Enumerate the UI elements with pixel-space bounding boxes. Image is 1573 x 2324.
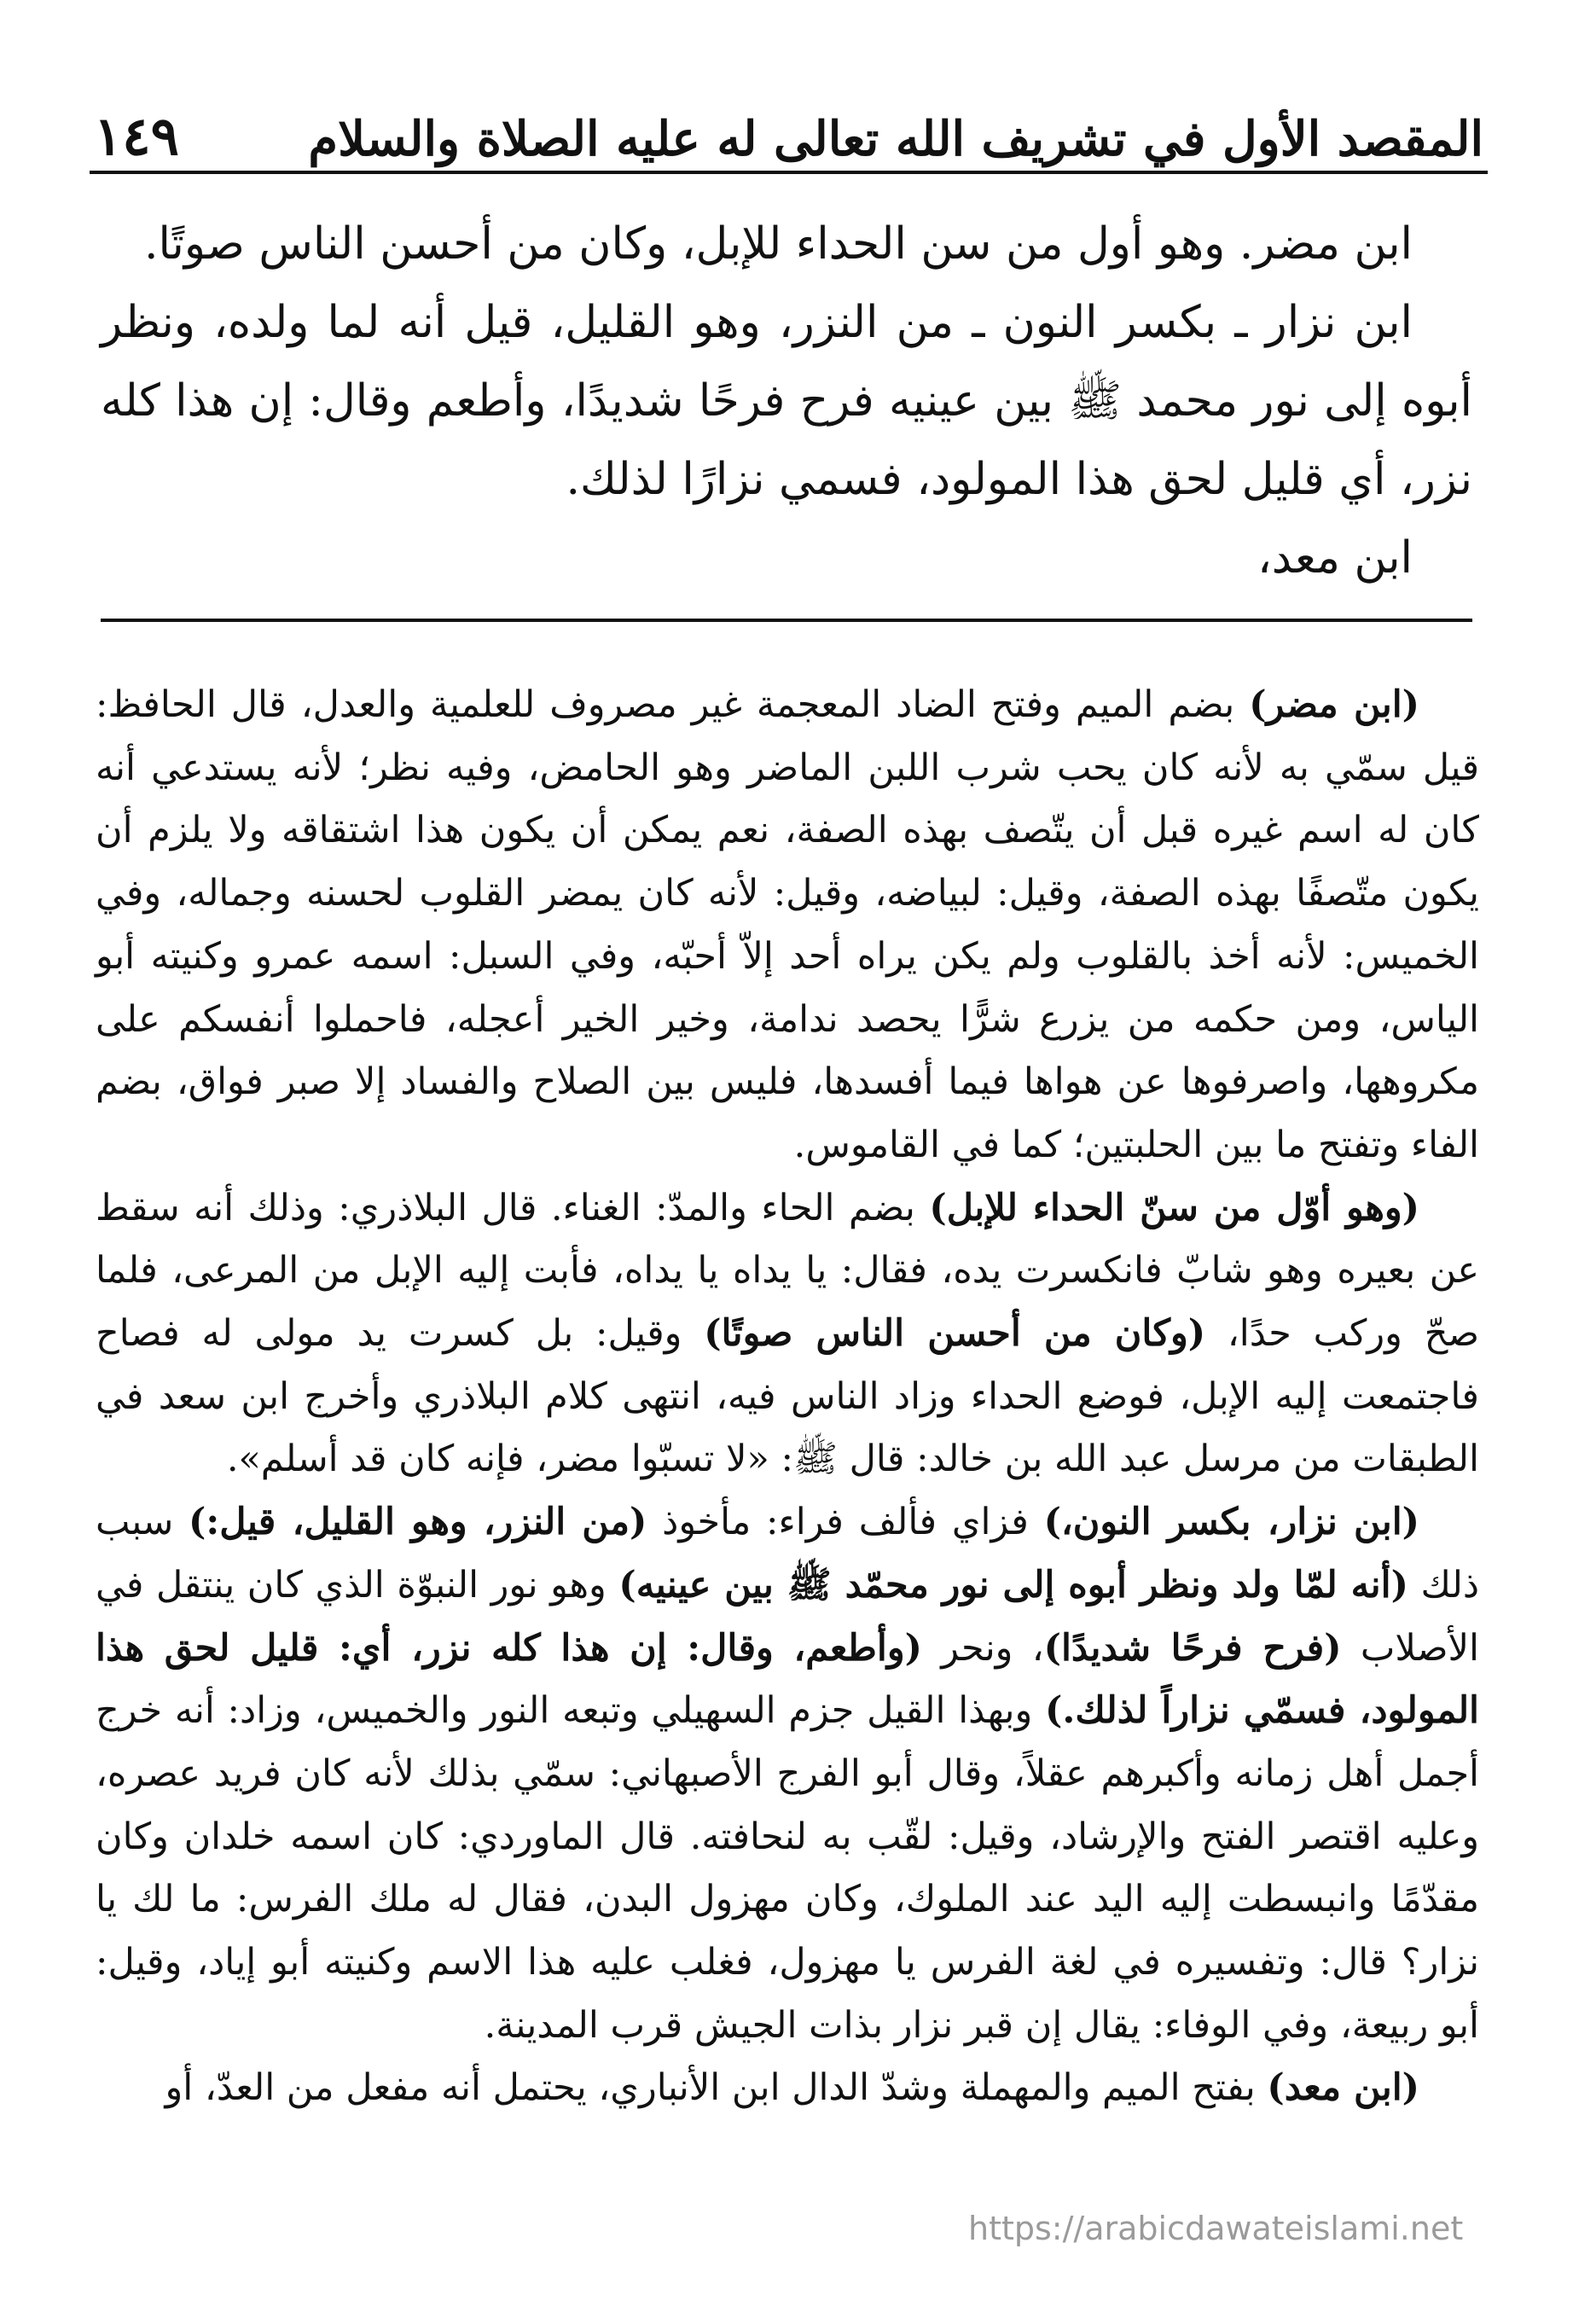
- watermark: https://arabicdawateislami.net: [968, 2210, 1464, 2247]
- commentary-paragraph: [96, 1491, 1479, 2057]
- commentary-lemma: (فرح فرحًا شديدًا): [1043, 1626, 1342, 1670]
- commentary-lemma: (وهو أوّل من سنّ الحداء للإبل): [929, 1186, 1419, 1229]
- commentary-lemma: (ابن معد): [1267, 2066, 1419, 2110]
- commentary: [96, 674, 1479, 2120]
- commentary-lemma: (ابن مضر): [1249, 683, 1419, 726]
- commentary-paragraph: [96, 1177, 1479, 1492]
- page-header: [94, 85, 1483, 167]
- main-paragraph: ابن نزار ـ بكسر النون ـ من النزر، وهو القليل، قيل أنه لما ولده، ونظر أبوه إلى نور محمد ﷺ بين عينيه فرح فرحًا شديدًا، وأطعم وقال: إن هذا كله نزر، أي قليل لحق هذا المولود، فسمي نزارًا لذلك.: [101, 297, 1472, 505]
- commentary-text: بضم الميم وفتح الضاد المعجمة غير مصروف للعلمية والعدل، قال الحافظ: قيل سمّي به لأنه كان يحب شرب اللبن الماضر وهو الحامض، وفيه نظر؛ لأنه يستدعي أنه كان له اسم غيره قبل أن يتّصف بهذه الصفة، نعم يمكن أن يكون هذا اشتقاقه ولا يلزم أن يكون متّصفًا بهذه الصفة، وقيل: لبياضه، وقيل: لأنه كان يمضر القلوب لحسنه وجماله، وفي الخميس: لأنه أخذ بالقلوب ولم يكن يراه أحد إلاّ أحبّه، وفي السبل: اسمه عمرو وكنيته أبو الياس، ومن حكمه من يزرع شرًّا يحصد ندامة، وخير الخير أعجله، فاحملوا أنفسكم على مكروهها، واصرفوها عن هواها فيما أفسدها، فليس بين الصلاح والفساد إلا صبر فواق، بضم الفاء وتفتح ما بين الحلبتين؛ كما في القاموس.: [96, 683, 1479, 1166]
- commentary-lemma: (وكان من أحسن الناس صوتًا): [704, 1312, 1206, 1356]
- page-number: ١٤٩: [94, 105, 179, 167]
- commentary-paragraph: [96, 2057, 1479, 2120]
- text-divider: [101, 619, 1472, 622]
- commentary-text: وهو نور النبوّة الذي كان ينتقل في الأصلاب: [96, 1563, 1480, 1670]
- running-title: المقصد الأول في تشريف الله تعالى له عليه الصلاة والسلام: [308, 111, 1483, 167]
- commentary-text: وقيل: بل كسرت يد مولى له فصاح فاجتمعت إليه الإبل، فوضع الحداء وزاد الناس فيه، انتهى كلام البلاذري وأخرج ابن سعد في الطبقات من مرسل عبد الله بن خالد: قال ﷺ: «لا تسبّوا مضر، فإنه كان قد أسلم».: [96, 1312, 1479, 1481]
- commentary-text: بضم الحاء والمدّ: الغناء. قال البلاذري: وذلك أنه سقط عن بعيره وهو شابّ فانكسرت يده، فقال: يا يداه يا يداه، فأبت إليه الإبل من المرعى، فلما صحّ وركب حدًا،: [96, 1186, 1479, 1356]
- commentary-text: وبهذا القيل جزم السهيلي وتبعه النور والخميس، وزاد: أنه خرج أجمل أهل زمانه وأكبرهم عقلاً، وقال أبو الفرج الأصبهاني: سمّي بذلك لأنه كان فريد عصره، وعليه اقتصر الفتح والإرشاد، وقيل: لقّب به لنحافته. قال الماوردي: كان اسمه خلدان وكان مقدّمًا وانبسطت إليه اليد عند الملوك، وكان مهزول البدن، فقال له ملك الفرس: ما لك يا نزار؟ قال: وتفسيره في لغة الفرس يا مهزول، فغلب عليه هذا الاسم وكنيته أبو إياد، وقيل: أبو ربيعة، وفي الوفاء: يقال إن قبر نزار بذات الجيش قرب المدينة.: [96, 1689, 1479, 2047]
- main-paragraph: ابن معد،: [1257, 532, 1413, 584]
- commentary-lemma: (أنه لمّا ولد ونظر أبوه إلى نور محمّد ﷺ بين عينيه): [618, 1563, 1408, 1606]
- commentary-lemma: (ابن نزار، بكسر النون،): [1043, 1501, 1419, 1544]
- commentary-lemma: (من النزر، وهو القليل، قيل:): [189, 1501, 647, 1544]
- header-rule: [90, 171, 1488, 174]
- commentary-text: بفتح الميم والمهملة وشدّ الدال ابن الأنباري، يحتمل أنه مفعل من العدّ، أو: [165, 2066, 1268, 2110]
- commentary-lemma: (وأطعم، وقال: إن هذا كله نزر، أي: قليل لحق هذا المولود، فسمّي نزاراً لذلك.): [96, 1626, 1479, 1733]
- commentary-text: فزاي فألف فراء: مأخوذ: [647, 1501, 1044, 1544]
- commentary-text: ، ونحر: [921, 1626, 1044, 1670]
- main-paragraph: ابن مضر. وهو أول من سن الحداء للإبل، وكان من أحسن الناس صوتًا.: [144, 218, 1413, 270]
- main-text: [101, 205, 1472, 597]
- commentary-text: سبب ذلك: [96, 1501, 1479, 1606]
- commentary-paragraph: [96, 674, 1479, 1177]
